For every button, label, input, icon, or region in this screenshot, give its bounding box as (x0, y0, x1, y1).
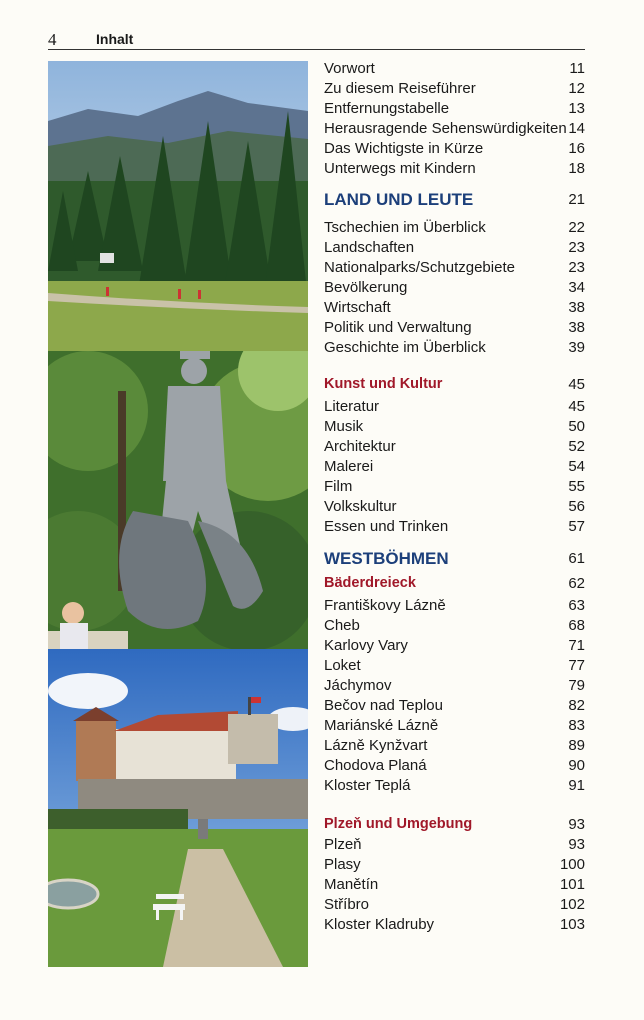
toc-entry (324, 875, 585, 894)
toc-label: Stříbro (324, 896, 370, 913)
toc-page-number: 11 (569, 60, 585, 77)
toc-entry (324, 417, 585, 436)
toc-page-number: 77 (568, 657, 585, 674)
toc-label: Bečov nad Teplou (324, 697, 443, 714)
toc-page-number: 22 (568, 219, 585, 236)
toc-page-number: 63 (568, 597, 585, 614)
toc-entry (324, 895, 585, 914)
toc-entry (324, 238, 585, 257)
toc-page-number: 93 (568, 836, 585, 853)
toc-page-number: 89 (568, 737, 585, 754)
toc-page-number: 101 (559, 876, 585, 893)
toc-subsection-heading (324, 375, 585, 394)
toc-entry (324, 676, 585, 695)
toc-entry (324, 497, 585, 516)
toc-label: Lázně Kynžvart (324, 737, 428, 754)
toc-label: Unterwegs mit Kindern (324, 160, 476, 177)
toc-page-number: 56 (568, 498, 585, 515)
toc-entry (324, 596, 585, 615)
toc-entry (324, 776, 585, 795)
toc-entry (324, 79, 585, 98)
toc-page-number: 45 (568, 376, 585, 393)
toc-page-number: 50 (568, 418, 585, 435)
toc-label: Chodova Planá (324, 757, 427, 774)
toc-label: Manětín (324, 876, 379, 893)
toc-page-number: 45 (568, 398, 585, 415)
toc-label: Plzeň (324, 836, 362, 853)
toc-label: Františkovy Lázně (324, 597, 446, 614)
toc-entry (324, 139, 585, 158)
toc-label: Literatur (324, 398, 380, 415)
toc-entry (324, 696, 585, 715)
toc-entry (324, 59, 585, 78)
toc-label: Nationalparks/Schutzgebiete (324, 259, 515, 276)
page-header-title: Inhalt (96, 31, 134, 47)
toc-label: Das Wichtigste in Kürze (324, 140, 484, 157)
toc-page-number: 52 (568, 438, 585, 455)
toc-label: Entfernungstabelle (324, 100, 450, 117)
toc-label: Musik (324, 418, 364, 435)
toc-label: Kloster Kladruby (324, 916, 435, 933)
toc-label: Zu diesem Reiseführer (324, 80, 476, 97)
toc-entry (324, 99, 585, 118)
toc-label: Jáchymov (324, 677, 392, 694)
toc-page-number: 57 (568, 518, 585, 535)
toc-entry (324, 318, 585, 337)
toc-page-number: 39 (568, 339, 585, 356)
toc-label: WESTBÖHMEN (324, 549, 449, 568)
toc-label: Essen und Trinken (324, 518, 449, 535)
toc-page-number: 102 (559, 896, 585, 913)
toc-entry (324, 736, 585, 755)
toc-label: Landschaften (324, 239, 415, 256)
toc-page-number: 21 (568, 191, 585, 208)
toc-page-number: 55 (568, 478, 585, 495)
toc-page-number: 12 (568, 80, 585, 97)
toc-label: Wirtschaft (324, 299, 391, 316)
toc-section-heading (324, 190, 585, 209)
toc-page-number: 83 (568, 717, 585, 734)
toc-label: LAND UND LEUTE (324, 190, 474, 209)
toc-page-number: 61 (568, 550, 585, 567)
toc-page-number: 82 (568, 697, 585, 714)
toc-entry (324, 437, 585, 456)
toc-page-number: 79 (568, 677, 585, 694)
toc-entry (324, 616, 585, 635)
toc-label: Vorwort (324, 60, 375, 77)
toc-entry (324, 517, 585, 536)
toc-label: Politik und Verwaltung (324, 319, 472, 336)
toc-entry (324, 338, 585, 357)
toc-label: Volkskultur (324, 498, 397, 515)
page-number: 4 (48, 30, 57, 49)
toc-label: Bäderdreieck (324, 575, 416, 591)
toc-page-number: 38 (568, 299, 585, 316)
toc-entry (324, 278, 585, 297)
toc-section-heading (324, 549, 585, 568)
toc-page-number: 91 (568, 777, 585, 794)
toc-entry (324, 716, 585, 735)
toc-entry (324, 636, 585, 655)
toc-page-number: 103 (559, 916, 585, 933)
toc-label: Bevölkerung (324, 279, 408, 296)
mountain-meadow-photo (48, 61, 308, 351)
statue-photo (48, 351, 308, 649)
toc-page-number: 68 (568, 617, 585, 634)
toc-entry (324, 159, 585, 178)
toc-entry (324, 457, 585, 476)
toc-page-number: 34 (568, 279, 585, 296)
toc-label: Architektur (324, 438, 396, 455)
toc-label: Malerei (324, 458, 374, 475)
toc-entry (324, 119, 585, 138)
toc-entry (324, 258, 585, 277)
toc-entry (324, 218, 585, 237)
toc-label: Kunst und Kultur (324, 376, 443, 392)
toc-label: Cheb (324, 617, 360, 634)
toc-entry (324, 397, 585, 416)
toc-entry (324, 835, 585, 854)
toc-page-number: 16 (568, 140, 585, 157)
toc-page-number: 13 (568, 100, 585, 117)
header-rule (48, 49, 585, 50)
toc-label: Herausragende Sehenswürdigkeiten (324, 120, 567, 137)
toc-subsection-heading (324, 574, 585, 593)
toc-label: Karlovy Vary (324, 637, 408, 654)
toc-subsection-heading (324, 815, 585, 834)
toc-label: Film (324, 478, 353, 495)
toc-page-number: 54 (568, 458, 585, 475)
toc-page-number: 38 (568, 319, 585, 336)
toc-page-number: 23 (568, 239, 585, 256)
toc-entry (324, 477, 585, 496)
toc-page-number: 90 (568, 757, 585, 774)
toc-label: Kloster Teplá (324, 777, 411, 794)
toc-entry (324, 855, 585, 874)
toc-label: Tschechien im Überblick (324, 219, 486, 236)
toc-page-number: 62 (568, 575, 585, 592)
toc-label: Geschichte im Überblick (324, 339, 486, 356)
toc-page-number: 100 (559, 856, 585, 873)
toc-label: Plasy (324, 856, 361, 873)
toc-page-number: 14 (568, 120, 585, 137)
toc-entry (324, 656, 585, 675)
toc-label: Plzeň und Umgebung (324, 816, 473, 832)
toc-page-number: 71 (568, 637, 585, 654)
toc-entry (324, 756, 585, 775)
toc-entry (324, 915, 585, 934)
toc-label: Loket (324, 657, 361, 674)
toc-page-number: 93 (568, 816, 585, 833)
toc-page-number: 18 (568, 160, 585, 177)
toc-entry (324, 298, 585, 317)
castle-garden-photo (48, 649, 308, 967)
toc-page-number: 23 (568, 259, 585, 276)
toc-label: Mariánské Lázně (324, 717, 439, 734)
